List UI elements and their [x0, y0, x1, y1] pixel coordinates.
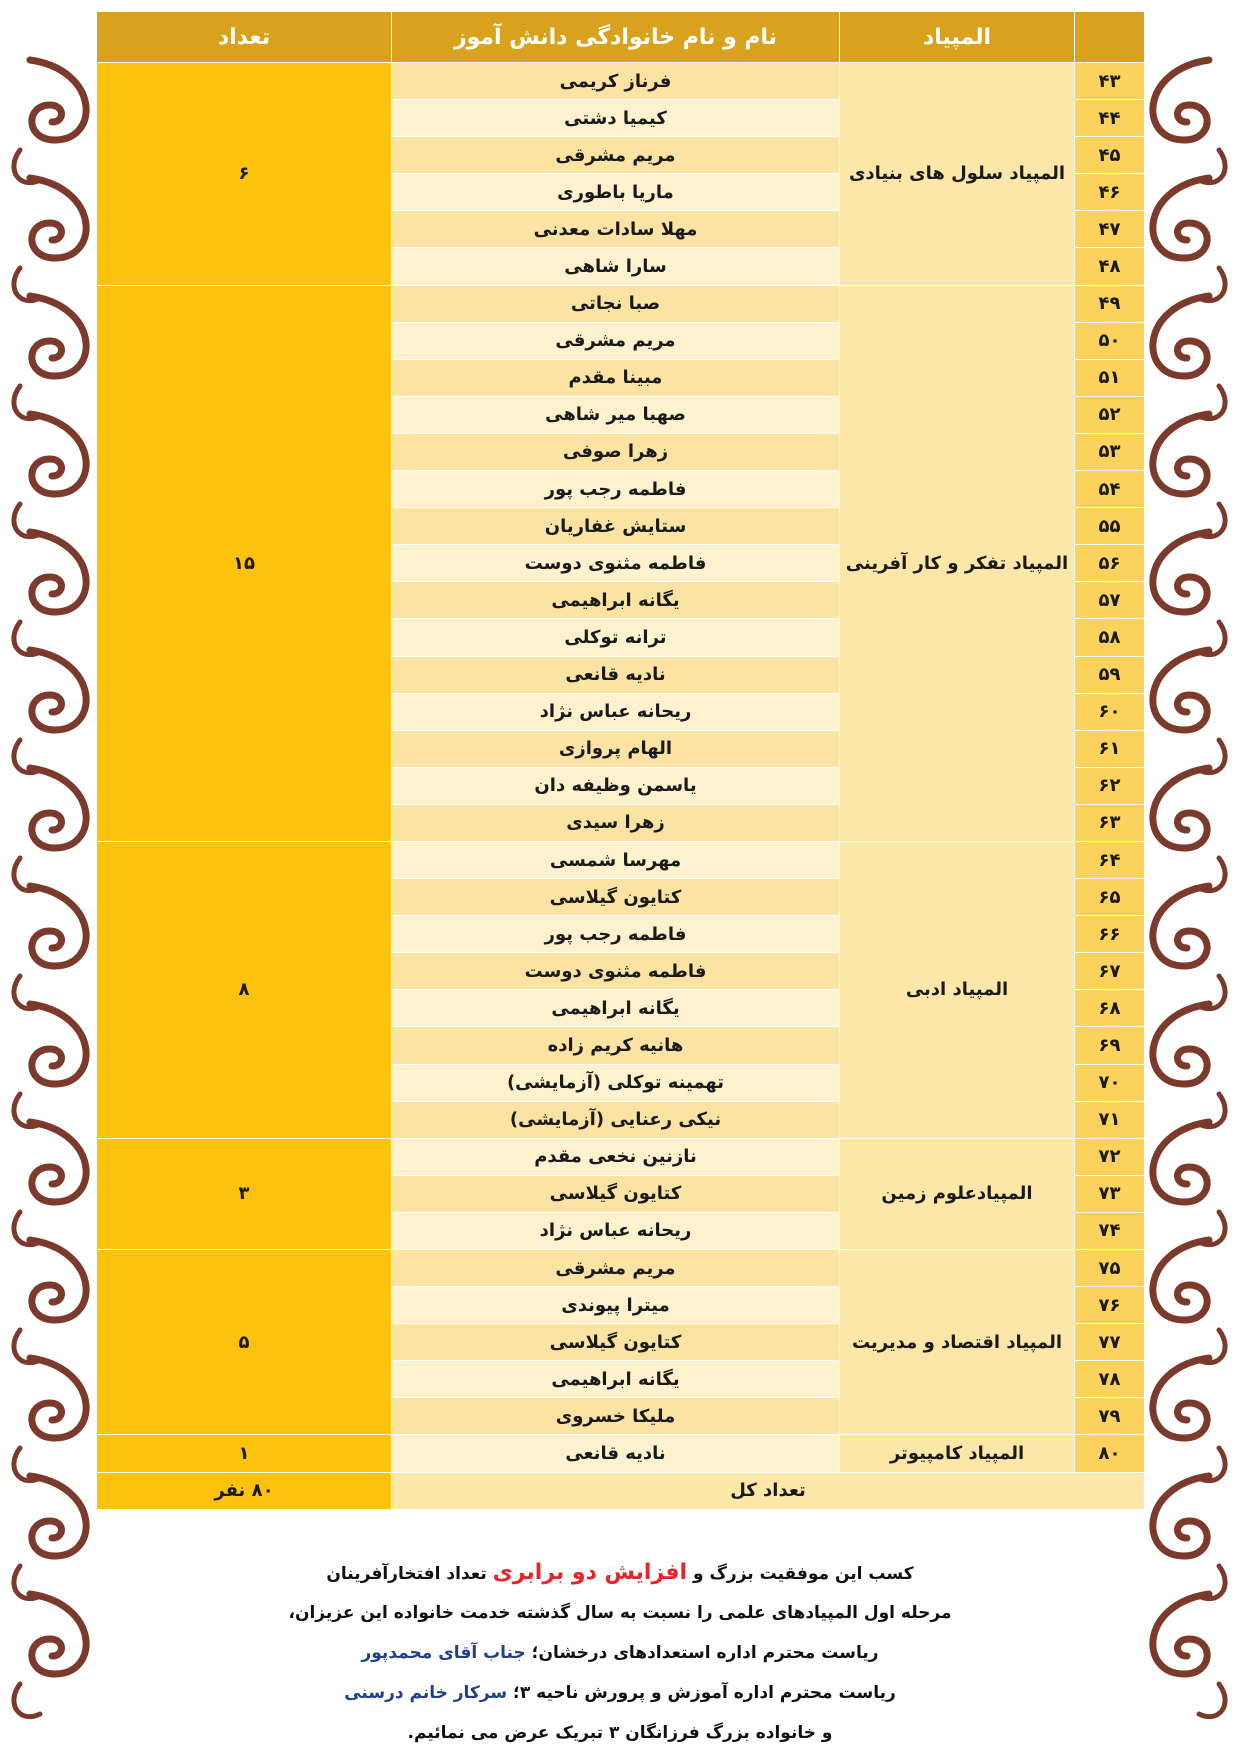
swirl-ornament-icon — [14, 532, 86, 655]
row-index: ۵۳ — [1075, 433, 1145, 470]
header-index — [1075, 12, 1145, 63]
swirl-ornament-icon — [14, 296, 86, 419]
right-ornament-border — [1129, 50, 1239, 1754]
table-row — [97, 1250, 1145, 1287]
footer-line-3 — [120, 1633, 1120, 1673]
row-index: ۶۰ — [1075, 693, 1145, 730]
table-row — [97, 63, 1145, 100]
row-index: ۷۰ — [1075, 1064, 1145, 1101]
student-name: کتایون گیلاسی — [392, 879, 840, 916]
swirl-ornament-icon — [1153, 296, 1225, 419]
swirl-ornament-icon — [14, 1476, 86, 1599]
total-value: ۸۰ نفر — [97, 1472, 392, 1509]
footer-line-1-start: کسب این موفقیت بزرگ و — [693, 1564, 914, 1584]
student-name: یگانه ابراهیمی — [392, 1361, 840, 1398]
olympiad-results-table — [96, 11, 1145, 1510]
swirl-ornament-icon — [1153, 414, 1225, 537]
header-olympiad: المپیاد — [840, 12, 1075, 63]
student-name: کتایون گیلاسی — [392, 1324, 840, 1361]
student-name: مریم مشرقی — [392, 322, 840, 359]
footer-highlight-double-increase: افزایش دو برابری — [492, 1560, 688, 1585]
swirl-ornament-icon — [14, 178, 86, 301]
olympiad-name: المپیاد ادبی — [840, 841, 1075, 1138]
row-index: ۴۴ — [1075, 100, 1145, 137]
olympiad-name: المپیاد کامپیوتر — [840, 1435, 1075, 1472]
table-row — [97, 285, 1145, 322]
row-index: ۵۵ — [1075, 508, 1145, 545]
swirl-ornament-icon — [14, 414, 86, 537]
row-index: ۶۵ — [1075, 879, 1145, 916]
student-name: الهام پروازی — [392, 730, 840, 767]
row-index: ۷۸ — [1075, 1361, 1145, 1398]
swirl-ornament-icon — [14, 1122, 86, 1245]
row-index: ۴۸ — [1075, 248, 1145, 285]
row-index: ۶۹ — [1075, 1027, 1145, 1064]
swirl-ornament-icon — [14, 650, 86, 773]
olympiad-name: المپیاد تفکر و کار آفرینی — [840, 285, 1075, 841]
row-index: ۷۳ — [1075, 1175, 1145, 1212]
row-index: ۵۸ — [1075, 619, 1145, 656]
group-count: ۳ — [97, 1138, 392, 1249]
footer-line-1 — [120, 1553, 1120, 1593]
student-name: ریحانه عباس نژاد — [392, 693, 840, 730]
row-index: ۷۷ — [1075, 1324, 1145, 1361]
swirl-ornament-icon — [14, 1358, 86, 1481]
student-name: نیکی رعنایی (آزمایشی) — [392, 1101, 840, 1138]
footer-name-darsani: سرکار خانم درسنی — [344, 1683, 508, 1703]
row-index: ۶۲ — [1075, 767, 1145, 804]
row-index: ۶۳ — [1075, 804, 1145, 841]
swirl-ornament-icon — [14, 886, 86, 1009]
student-name: تهمینه توکلی (آزمایشی) — [392, 1064, 840, 1101]
row-index: ۵۶ — [1075, 545, 1145, 582]
student-name: میترا پیوندی — [392, 1287, 840, 1324]
table-header-row — [97, 12, 1145, 63]
student-name: ماریا باطوری — [392, 174, 840, 211]
row-index: ۵۲ — [1075, 396, 1145, 433]
header-student-name: نام و نام خانوادگی دانش آموز — [392, 12, 840, 63]
swirl-ornament-icon — [1153, 886, 1225, 1009]
total-label: تعداد کل — [392, 1472, 1145, 1509]
swirl-ornament-icon — [1153, 1358, 1225, 1481]
row-index: ۵۹ — [1075, 656, 1145, 693]
row-index: ۵۷ — [1075, 582, 1145, 619]
row-index: ۴۷ — [1075, 211, 1145, 248]
student-name: فاطمه مثنوی دوست — [392, 545, 840, 582]
row-index: ۶۸ — [1075, 990, 1145, 1027]
row-index: ۷۹ — [1075, 1398, 1145, 1435]
swirl-ornament-icon — [1153, 178, 1225, 301]
student-name: زهرا سیدی — [392, 804, 840, 841]
student-name: ملیکا خسروی — [392, 1398, 840, 1435]
student-name: مهلا سادات معدنی — [392, 211, 840, 248]
student-name: فرناز کریمی — [392, 63, 840, 100]
student-name: ریحانه عباس نژاد — [392, 1212, 840, 1249]
swirl-ornament-icon — [14, 1004, 86, 1127]
row-index: ۴۵ — [1075, 137, 1145, 174]
student-name: فاطمه مثنوی دوست — [392, 953, 840, 990]
student-name: نادیه قانعی — [392, 1435, 840, 1472]
student-name: فاطمه رجب پور — [392, 471, 840, 508]
row-index: ۷۴ — [1075, 1212, 1145, 1249]
row-index: ۸۰ — [1075, 1435, 1145, 1472]
student-name: نادیه قانعی — [392, 656, 840, 693]
row-index: ۵۰ — [1075, 322, 1145, 359]
group-count: ۶ — [97, 63, 392, 286]
student-name: کتایون گیلاسی — [392, 1175, 840, 1212]
table-body — [97, 63, 1145, 1510]
footer-line-4 — [120, 1673, 1120, 1713]
student-name: مریم مشرقی — [392, 137, 840, 174]
row-index: ۵۱ — [1075, 359, 1145, 396]
swirl-ornament-icon — [1153, 1122, 1225, 1245]
total-row — [97, 1472, 1145, 1509]
row-index: ۶۶ — [1075, 916, 1145, 953]
student-name: ستایش غفاریان — [392, 508, 840, 545]
student-name: مبینا مقدم — [392, 359, 840, 396]
student-name: ترانه توکلی — [392, 619, 840, 656]
olympiad-name: المپیاد سلول های بنیادی — [840, 63, 1075, 286]
footer-line-4-start: ریاست محترم اداره آموزش و پرورش ناحیه ۳؛ — [513, 1683, 896, 1703]
swirl-ornament-icon — [1153, 1004, 1225, 1127]
row-index: ۴۳ — [1075, 63, 1145, 100]
footer-line-5: و خانواده بزرگ فرزانگان ۳ تبریک عرض می نمائیم. — [407, 1723, 833, 1743]
row-index: ۶۴ — [1075, 841, 1145, 878]
student-name: صهبا میر شاهی — [392, 396, 840, 433]
student-name: کیمیا دشتی — [392, 100, 840, 137]
student-name: صبا نجاتی — [392, 285, 840, 322]
student-name: مریم مشرقی — [392, 1250, 840, 1287]
swirl-ornament-icon — [1153, 60, 1225, 183]
row-index: ۴۹ — [1075, 285, 1145, 322]
row-index: ۷۶ — [1075, 1287, 1145, 1324]
olympiad-name: المپیادعلوم زمین — [840, 1138, 1075, 1249]
footer-line-2: مرحله اول المپیادهای علمی را نسبت به سال گذشته خدمت خانواده این عزیزان، — [288, 1603, 952, 1623]
row-index: ۷۲ — [1075, 1138, 1145, 1175]
swirl-ornament-icon — [1153, 1240, 1225, 1363]
student-name: زهرا صوفی — [392, 433, 840, 470]
swirl-ornament-icon — [1153, 650, 1225, 773]
olympiad-name: المپیاد اقتصاد و مدیریت — [840, 1250, 1075, 1435]
swirl-ornament-icon — [14, 768, 86, 891]
row-index: ۶۷ — [1075, 953, 1145, 990]
swirl-ornament-icon — [14, 1594, 86, 1717]
group-count: ۸ — [97, 841, 392, 1138]
swirl-ornament-icon — [14, 1240, 86, 1363]
left-ornament-border — [0, 50, 110, 1754]
group-count: ۵ — [97, 1250, 392, 1435]
group-count: ۱ — [97, 1435, 392, 1472]
footer-line-1-end: تعداد افتخارآفرینان — [326, 1564, 487, 1584]
table-row — [97, 841, 1145, 878]
row-index: ۵۴ — [1075, 471, 1145, 508]
swirl-ornament-icon — [1153, 532, 1225, 655]
footer-line-3-start: ریاست محترم اداره استعدادهای درخشان؛ — [531, 1643, 879, 1663]
footer-name-mohammadpour: جناب آقای محمدپور — [361, 1643, 526, 1663]
swirl-ornament-icon — [14, 60, 86, 183]
student-name: یاسمن وظیفه دان — [392, 767, 840, 804]
swirl-ornament-icon — [1153, 768, 1225, 891]
group-count: ۱۵ — [97, 285, 392, 841]
table-row — [97, 1138, 1145, 1175]
row-index: ۴۶ — [1075, 174, 1145, 211]
row-index: ۶۱ — [1075, 730, 1145, 767]
swirl-ornament-icon — [1153, 1476, 1225, 1599]
row-index: ۷۵ — [1075, 1250, 1145, 1287]
student-name: هانیه کریم زاده — [392, 1027, 840, 1064]
student-name: سارا شاهی — [392, 248, 840, 285]
student-name: نازنین نخعی مقدم — [392, 1138, 840, 1175]
swirl-ornament-icon — [1153, 1594, 1225, 1717]
student-name: یگانه ابراهیمی — [392, 990, 840, 1027]
student-name: مهرسا شمسی — [392, 841, 840, 878]
table-row — [97, 1435, 1145, 1472]
student-name: فاطمه رجب پور — [392, 916, 840, 953]
congratulation-message — [120, 1553, 1120, 1753]
row-index: ۷۱ — [1075, 1101, 1145, 1138]
header-count: تعداد — [97, 12, 392, 63]
student-name: یگانه ابراهیمی — [392, 582, 840, 619]
